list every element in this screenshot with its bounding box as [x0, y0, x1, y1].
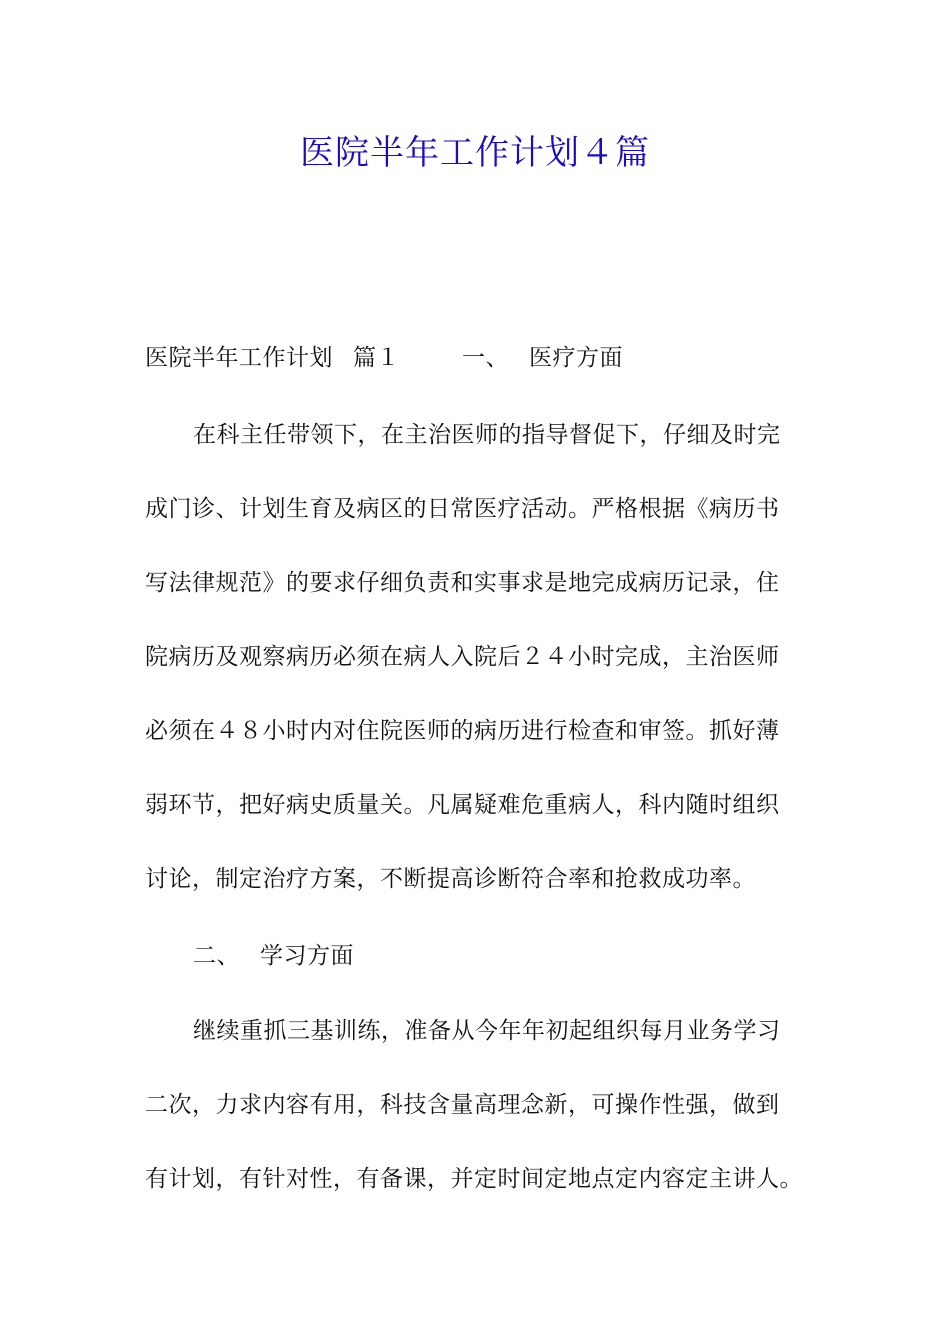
part-label: 医院半年工作计划 [145, 345, 333, 371]
paragraph-line: 二次，力求内容有用，科技含量高理念新，可操作性强，做到 [145, 1092, 780, 1118]
paragraph-line: 讨论，制定治疗方案，不断提高诊断符合率和抢救成功率。 [145, 866, 756, 892]
section-number: 二、 [193, 943, 240, 969]
paragraph-line: 弱环节，把好病史质量关。凡属疑难危重病人，科内随时组织 [145, 792, 780, 818]
part-number: 篇１ [353, 345, 400, 371]
part-heading [145, 342, 623, 374]
section-heading [193, 940, 354, 972]
paragraph-line: 成门诊、计划生育及病区的日常医疗活动。严格根据《病历书 [145, 496, 780, 522]
paragraph-line: 写法律规范》的要求仔细负责和实事求是地完成病历记录，住 [145, 570, 780, 596]
section-title: 学习方面 [260, 943, 354, 969]
section-number: 一、 [462, 345, 509, 371]
paragraph-line: 在科主任带领下，在主治医师的指导督促下，仔细及时完 [193, 422, 781, 448]
paragraph-line: 必须在４８小时内对住院医师的病历进行检查和审签。抓好薄 [145, 718, 780, 744]
document-title: 医院半年工作计划４篇 [300, 133, 650, 173]
section-title: 医疗方面 [529, 345, 623, 371]
paragraph-line: 有计划，有针对性，有备课，并定时间定地点定内容定主讲人。 [145, 1166, 803, 1192]
paragraph-line: 院病历及观察病历必须在病人入院后２４小时完成，主治医师 [145, 644, 780, 670]
paragraph-line: 继续重抓三基训练，准备从今年年初起组织每月业务学习 [193, 1018, 781, 1044]
